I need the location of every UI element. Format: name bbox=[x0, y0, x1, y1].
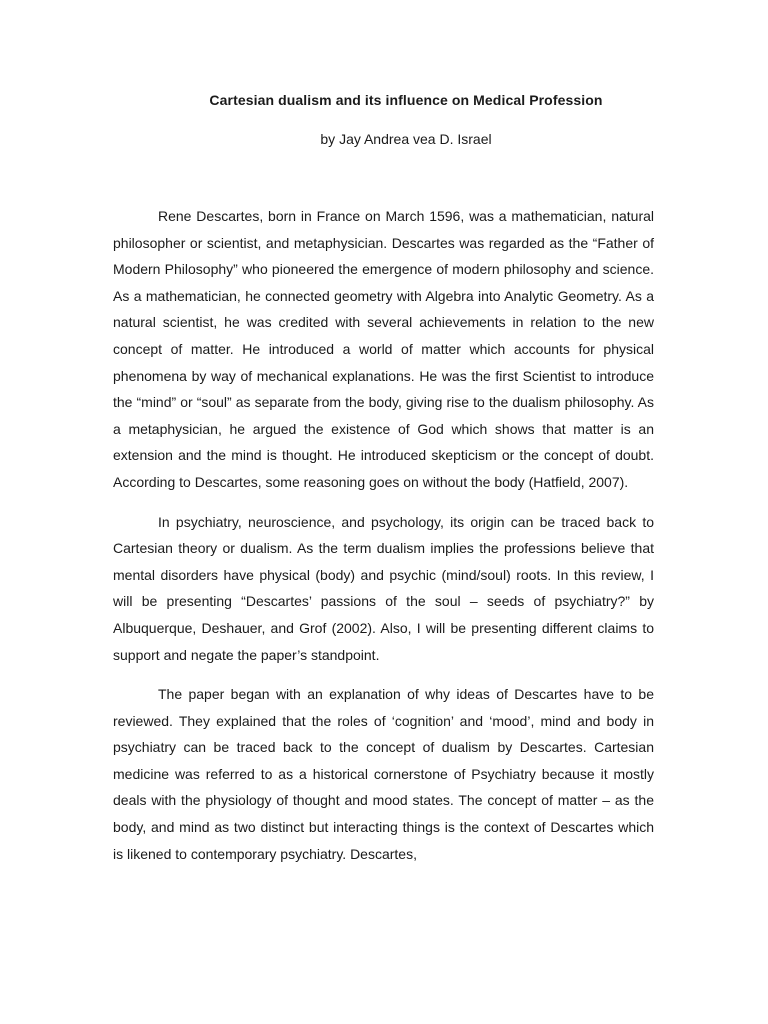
document-body bbox=[113, 203, 654, 880]
document-byline: by Jay Andrea vea D. Israel bbox=[320, 131, 492, 147]
document-title: Cartesian dualism and its influence on Medical Profession bbox=[209, 92, 603, 108]
paragraph-2: In psychiatry, neuroscience, and psychology, its origin can be traced back to Cartesian theory or dualism. As the term dualism implies the professions believe that mental disorders have physical (body) and psychic (mind/soul) roots. In this review, I will be presenting “Descartes’ passions of the soul – seeds of psychiatry?” by Albuquerque, Deshauer, and Grof (2002). Also, I will be presenting different claims to support and negate the paper’s standpoint. bbox=[113, 513, 654, 663]
paragraph-3: The paper began with an explanation of why ideas of Descartes have to be reviewed. They explained that the roles of ‘cognition’ and ‘mood’, mind and body in psychiatry can be traced back to the concept of dualism by Descartes. Cartesian medicine was referred to as a historical cornerstone of Psychiatry because it mostly deals with the physiology of thought and mood states. The concept of matter – as the body, and mind as two distinct but interacting things is the context of Descartes which is likened to contemporary psychiatry. Descartes, bbox=[113, 686, 654, 862]
paragraph-1: Rene Descartes, born in France on March 1596, was a mathematician, natural philosopher or scientist, and metaphysician. Descartes was regarded as the “Father of Modern Philosophy” who pioneered the emergence of modern philosophy and science. As a mathematician, he connected geometry with Algebra into Analytic Geometry. As a natural scientist, he was credited with several achievements in relation to the new concept of matter. He introduced a world of matter which accounts for physical phenomena by way of mechanical explanations. He was the first Scientist to introduce the “mind” or “soul” as separate from the body, giving rise to the dualism philosophy. As a metaphysician, he argued the existence of God which shows that matter is an extension and the mind is thought. He introduced skepticism or the concept of doubt. According to Descartes, some reasoning goes on without the body (Hatfield, 2007). bbox=[113, 208, 654, 490]
